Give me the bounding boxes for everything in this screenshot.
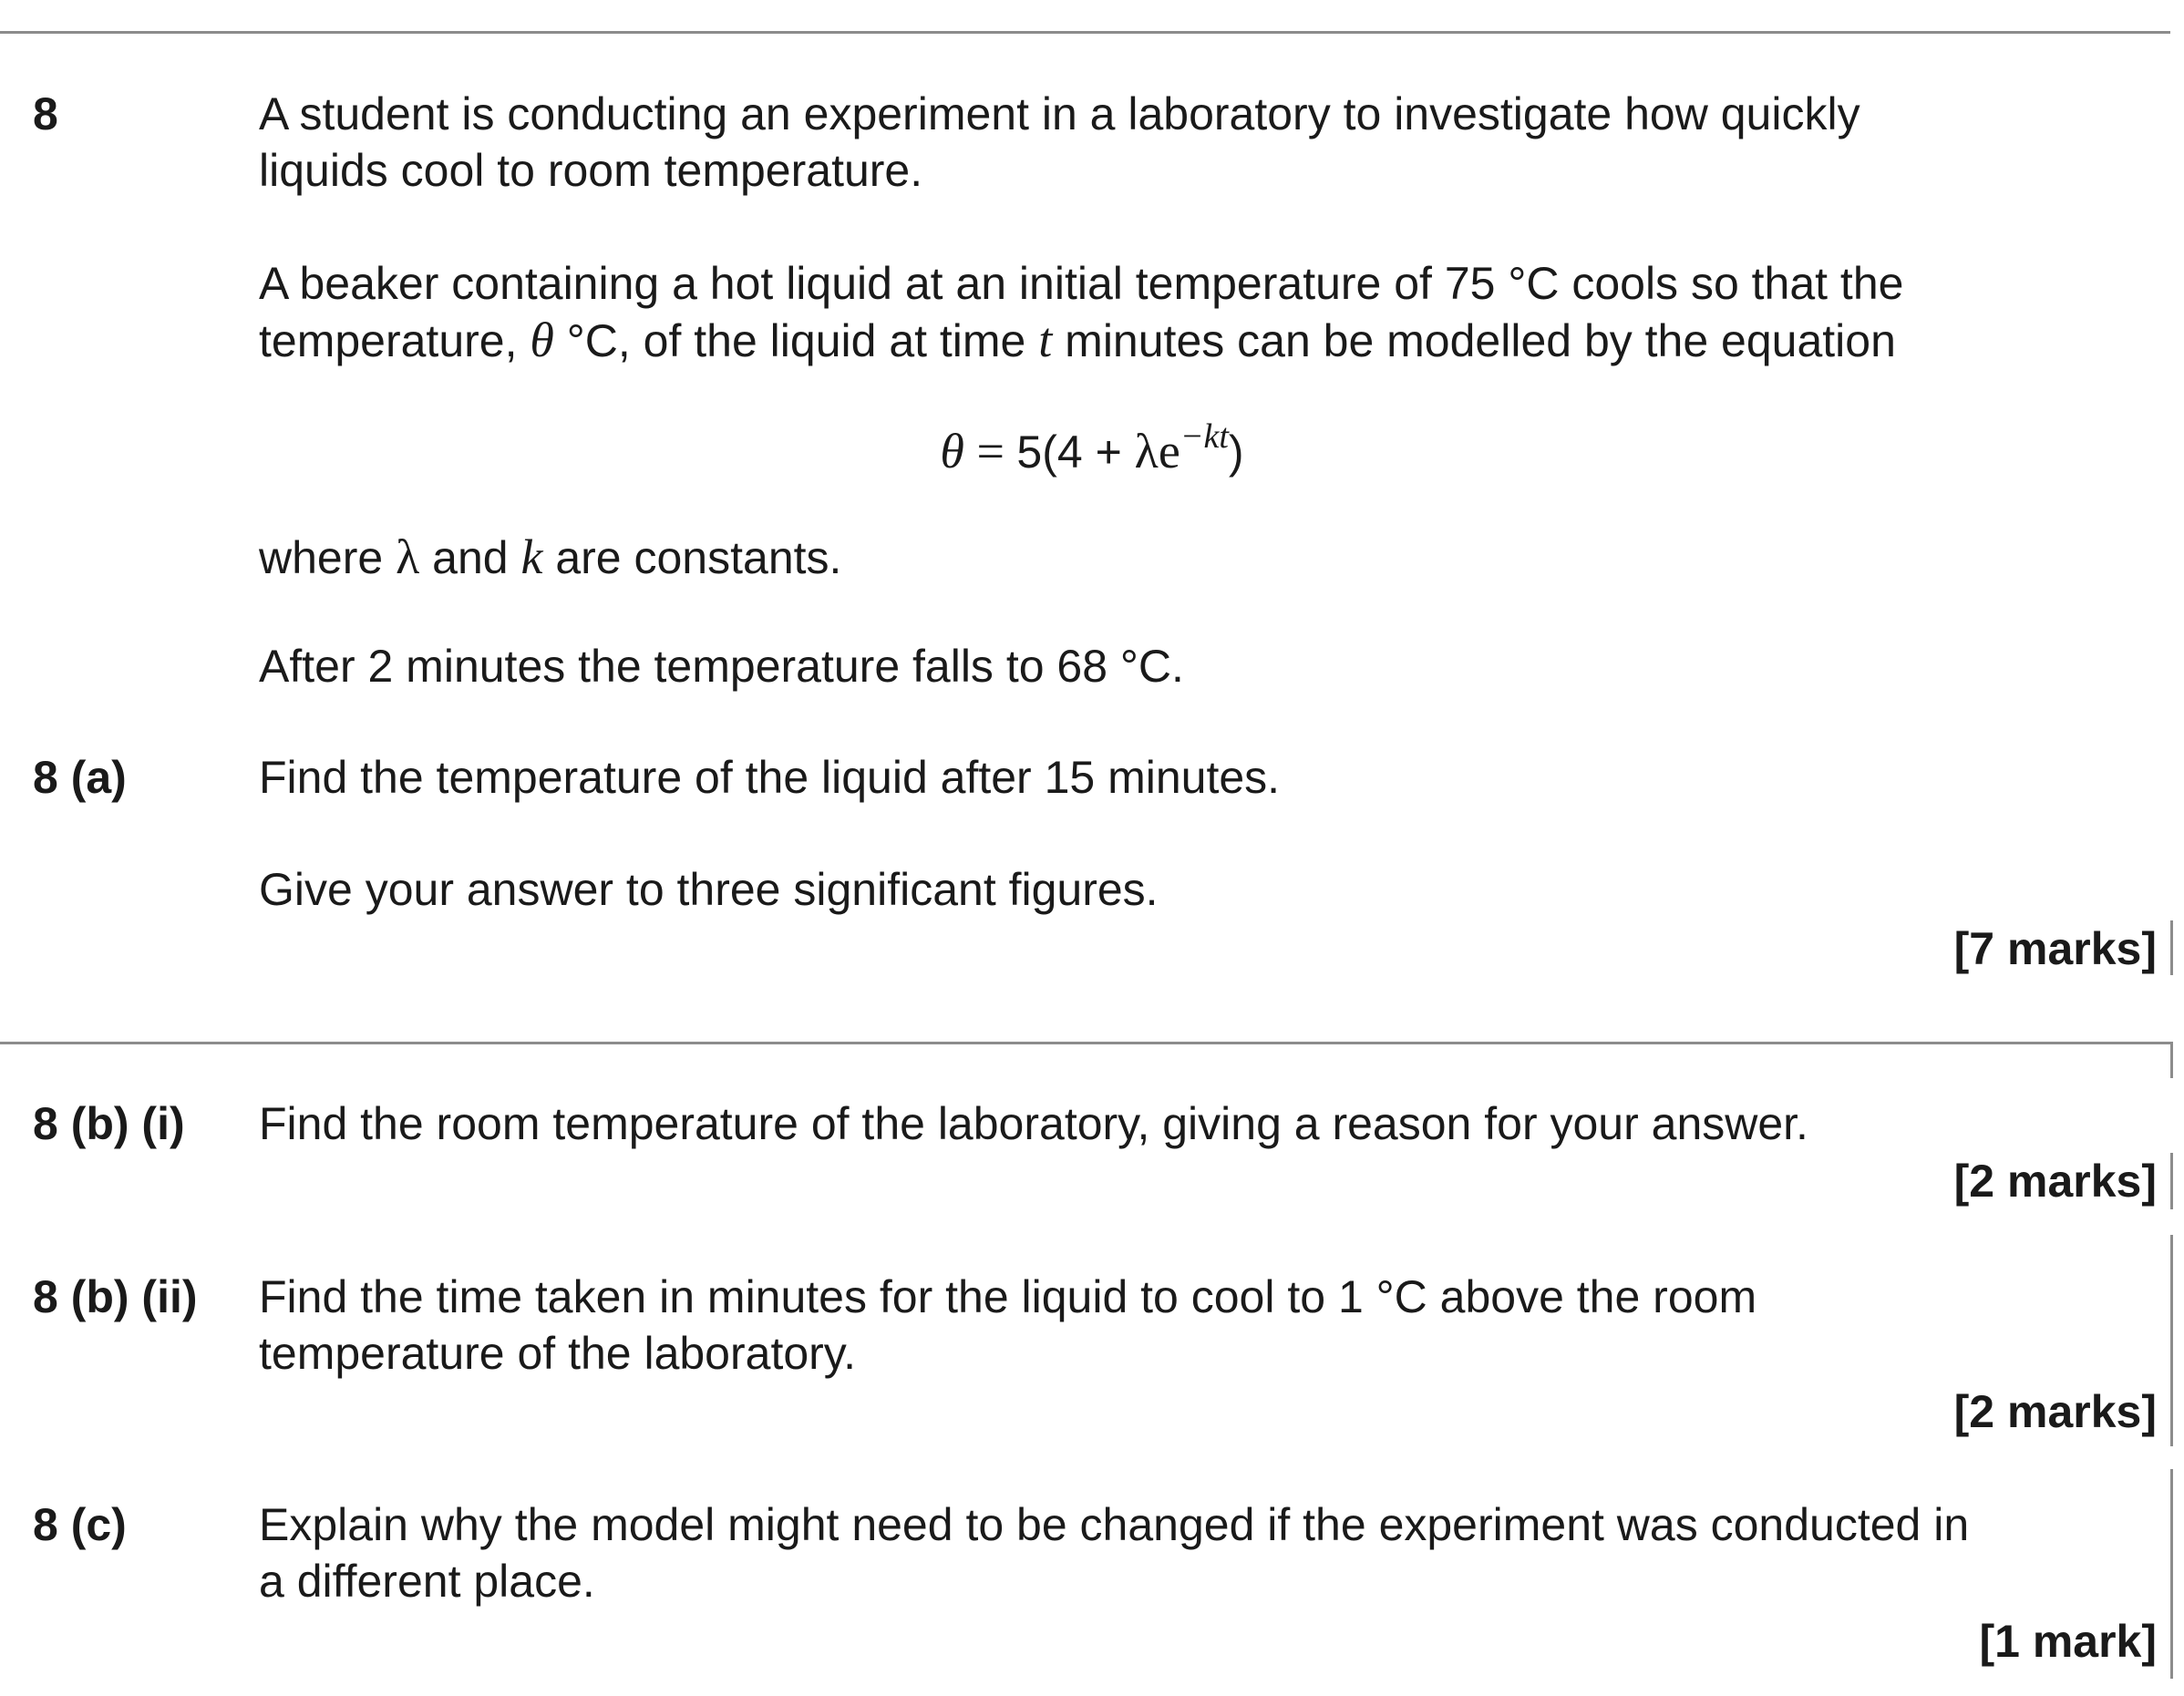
equation-close: ) [1228,427,1244,478]
exponent: −kt [1180,417,1229,456]
equation-body: 5(4 + [1016,427,1135,478]
text-fragment: °C, of the liquid at time [553,315,1039,366]
marks-label: [1 mark] [1979,1616,2157,1667]
part-a-instruction: Give your answer to three significant figures. [259,864,1159,915]
part-bi-text: Find the room temperature of the laboratory, giving a reason for your answer. [259,1098,1808,1149]
part-c-line: Explain why the model might need to be changed if the experiment was conducted in [259,1499,1970,1550]
margin-line [2170,1469,2173,1679]
model-line [259,312,2155,369]
text-fragment: minutes can be modelled by the equation [1052,315,1896,366]
part-c-line: a different place. [259,1556,595,1607]
part-bii-line: Find the time taken in minutes for the liquid to cool to 1 °C above the room [259,1271,1757,1322]
model-line: A beaker containing a hot liquid at an initial temperature of 75 °C cools so that the [259,258,1904,309]
marks-label: [2 marks] [1953,1386,2157,1437]
k-symbol: k [520,529,543,584]
margin-line [2170,1235,2173,1446]
part-a-text: Find the temperature of the liquid after 15 minutes. [259,752,1281,803]
section-divider [0,1042,2170,1044]
given-data: After 2 minutes the temperature falls to 68 °C. [259,641,1184,692]
model-description [259,255,2155,369]
time-symbol: t [1038,313,1053,367]
marks-label: [2 marks] [1953,1156,2157,1207]
question-number: 8 (b) (ii) [33,1271,198,1322]
marks-label: [7 marks] [1953,923,2157,974]
text-fragment: where [259,532,397,583]
part-bii-line: temperature of the laboratory. [259,1328,856,1379]
intro-line: liquids cool to room temperature. [259,145,923,196]
text-fragment: and [419,532,521,583]
margin-line [2170,920,2173,975]
part-bii-text [259,1269,2155,1382]
question-intro [259,86,2155,199]
lambda-symbol: λ [1134,424,1159,478]
equation-lhs: θ [940,424,964,478]
euler-e: e [1158,424,1180,478]
question-number: 8 (a) [33,752,127,803]
text-fragment: temperature, [259,315,531,366]
margin-line [2170,1042,2173,1078]
equals-sign: = [963,424,1017,478]
theta-symbol: θ [530,313,554,367]
question-number: 8 [33,88,58,139]
constants-statement [259,529,2155,586]
lambda-symbol: λ [396,529,420,584]
margin-line [2170,1153,2173,1209]
constants-line [259,529,2155,586]
intro-line: A student is conducting an experiment in a laboratory to investigate how quickly [259,88,1860,139]
part-c-text [259,1496,2155,1609]
cooling-equation [0,417,2184,480]
question-number: 8 (b) (i) [33,1098,185,1149]
top-divider [0,31,2170,34]
text-fragment: are constants. [542,532,842,583]
question-number: 8 (c) [33,1499,127,1550]
